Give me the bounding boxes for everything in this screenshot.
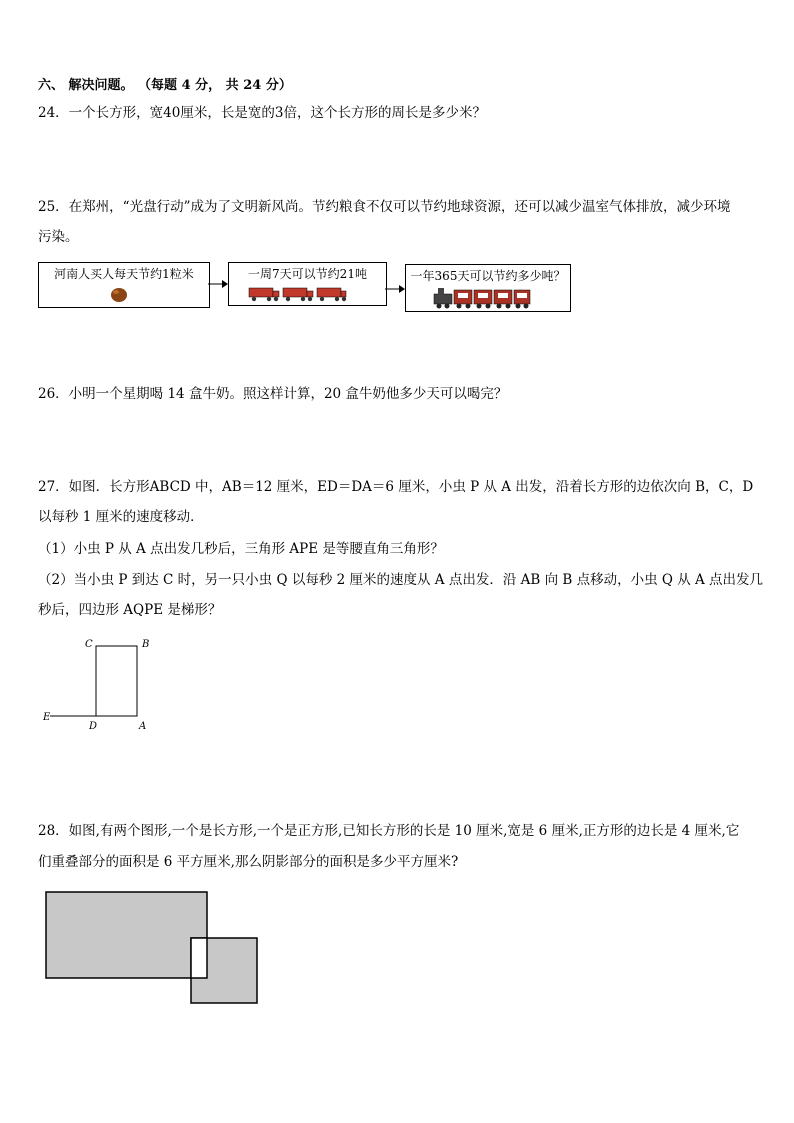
label-c: C bbox=[85, 639, 93, 650]
question-27-part2a: （2）当小虫 P 到达 C 时，另一只小虫 Q 以每秒 2 厘米的速度从 A 点出发．沿 AB 向 B 点移动，小虫 Q 从 A 点出发几 bbox=[38, 572, 764, 588]
question-27-part1: （1）小虫 P 从 A 点出发几秒后，三角形 APE 是等腰直角三角形？ bbox=[38, 541, 444, 557]
flow-box-3 bbox=[405, 264, 571, 312]
train-icon bbox=[432, 286, 532, 310]
flow-box-1-label: 河南人买人每天节约1粒米 bbox=[54, 267, 194, 281]
arrow-right-icon-2 bbox=[385, 284, 405, 294]
question-25-line2: 污染。 bbox=[38, 229, 79, 245]
overlap-figure bbox=[40, 888, 264, 1008]
label-a: A bbox=[139, 721, 147, 732]
question-26: 26．小明一个星期喝 14 盒牛奶。照这样计算，20 盒牛奶他多少天可以喝完？ bbox=[38, 386, 508, 402]
overlap-region bbox=[191, 938, 207, 978]
flow-box-3-label: 一年365天可以节约多少吨？ bbox=[410, 269, 566, 283]
question-27-line1: 27．如图．长方形ABCD 中，AB＝12 厘米，ED＝DA＝6 厘米，小虫 P 从 A 出发，沿着长方形的边依次向 B，C，D bbox=[38, 479, 754, 495]
flow-box-2 bbox=[228, 262, 387, 306]
flow-box-1 bbox=[38, 262, 210, 308]
section-heading: 六、 解决问题。 （每题 4 分， 共 24 分） bbox=[38, 78, 292, 93]
question-24: 24．一个长方形，宽40厘米，长是宽的3倍，这个长方形的周长是多少米？ bbox=[38, 105, 486, 121]
question-25-line1: 25．在郑州，“光盘行动”成为了文明新风尚。节约粮食不仅可以节约地球资源，还可以减少温室气体排放，减少环境 bbox=[38, 199, 731, 215]
rectangle-abcd-figure bbox=[36, 632, 166, 737]
question-27-line2: 以每秒 1 厘米的速度移动． bbox=[38, 509, 204, 525]
question-27-part2b: 秒后，四边形 AQPE 是梯形？ bbox=[38, 602, 222, 618]
rectangle-abcd bbox=[96, 646, 137, 716]
rice-grain-icon bbox=[107, 286, 131, 304]
label-d: D bbox=[89, 721, 98, 732]
arrow-right-icon-1 bbox=[208, 279, 228, 289]
label-b: B bbox=[142, 639, 150, 650]
trucks-icon bbox=[247, 284, 347, 302]
question-28-line2: 们重叠部分的面积是 6 平方厘米,那么阴影部分的面积是多少平方厘米? bbox=[38, 854, 459, 870]
flow-box-2-label: 一周7天可以节约21吨 bbox=[248, 267, 367, 281]
shaded-rectangle bbox=[46, 892, 207, 978]
label-e: E bbox=[43, 712, 51, 723]
question-28-line1: 28．如图,有两个图形,一个是长方形,一个是正方形,已知长方形的长是 10 厘米,宽是 6 厘米,正方形的边长是 4 厘米,它 bbox=[38, 823, 740, 839]
